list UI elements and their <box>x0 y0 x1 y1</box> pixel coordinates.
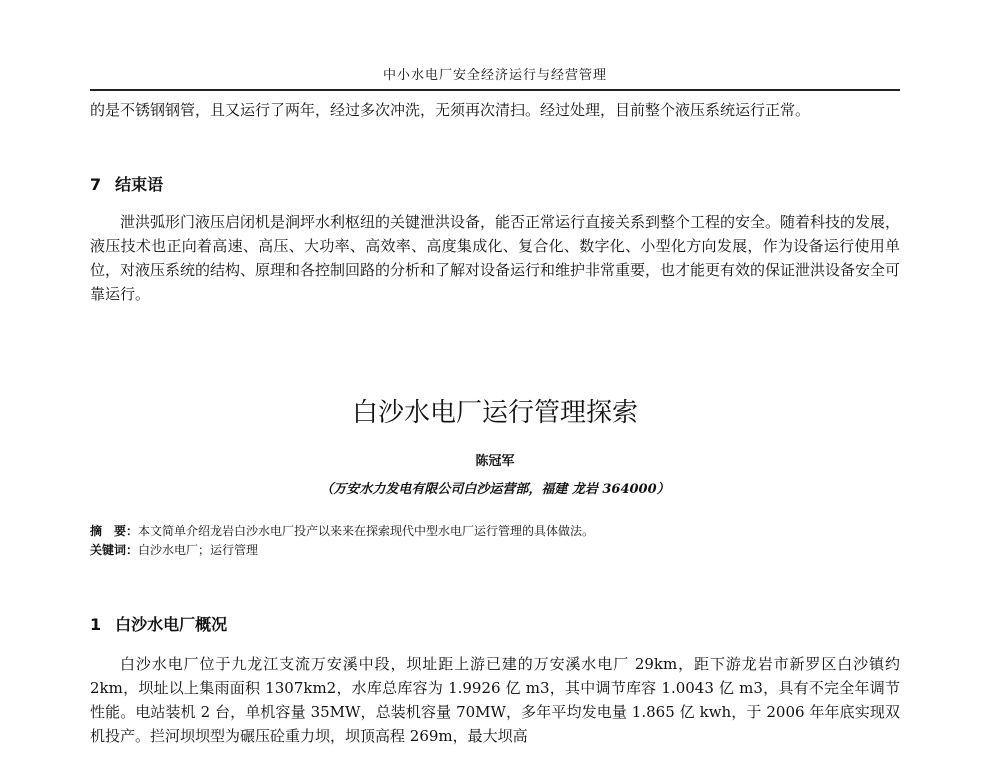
keywords <box>90 541 900 559</box>
keywords-text: 白沙水电厂；运行管理 <box>138 543 259 557</box>
section-heading-overview <box>90 612 227 635</box>
running-header: 中小水电厂安全经济运行与经营管理 <box>90 64 900 91</box>
article-affiliation: （万安水力发电有限公司白沙运营部，福建 龙岩 364000） <box>320 482 670 497</box>
abstract-label: 摘 要： <box>90 524 139 538</box>
overview-paragraph: 白沙水电厂位于九龙江支流万安溪中段，坝址距上游已建的万安溪水电厂 29km，距下游龙岩市新罗区白沙镇约 2km，坝址以上集雨面积 1307km2，水库总库容为 1.9926 亿 m3，其中调节库容 1.0043 亿 m3，具有不完全年调节性能。电站装机 2 台，单机容量 35MW，总装机容量 70MW，多年平均发电量 1.865 亿 kwh，于 2006 年年底实现双机投产。拦河坝坝型为碾压砼重力坝，坝顶高程 269m，最大坝高 <box>90 655 900 745</box>
article-title: 白沙水电厂运行管理探索 <box>351 398 638 428</box>
abstract <box>90 522 900 540</box>
abstract-text: 本文简单介绍龙岩白沙水电厂投产以来来在探索现代中型水电厂运行管理的具体做法。 <box>138 524 595 538</box>
conclusion-paragraph: 泄洪弧形门液压启闭机是涧坪水利枢纽的关键泄洪设备，能否正常运行直接关系到整个工程的安全。随着科技的发展，液压技术也正向着高速、高压、大功率、高效率、高度集成化、复合化、数字化、小型化方向发展，作为设备运行使用单位，对液压系统的结构、原理和各控制回路的分析和了解对设备运行和维护非常重要，也才能更有效的保证泄洪设备安全可靠运行。 <box>90 213 901 303</box>
section-number: 7 <box>90 175 102 194</box>
section-heading-conclusion <box>90 172 163 195</box>
continued-paragraph: 的是不锈钢钢管，且又运行了两年，经过多次冲洗，无须再次清扫。经过处理，目前整个液压系统运行正常。 <box>90 101 811 119</box>
section-title: 白沙水电厂概况 <box>115 615 228 634</box>
section-title: 结束语 <box>115 175 164 194</box>
keywords-label: 关键词： <box>90 543 139 557</box>
article-author: 陈冠军 <box>475 454 515 469</box>
section-number: 1 <box>90 615 102 634</box>
